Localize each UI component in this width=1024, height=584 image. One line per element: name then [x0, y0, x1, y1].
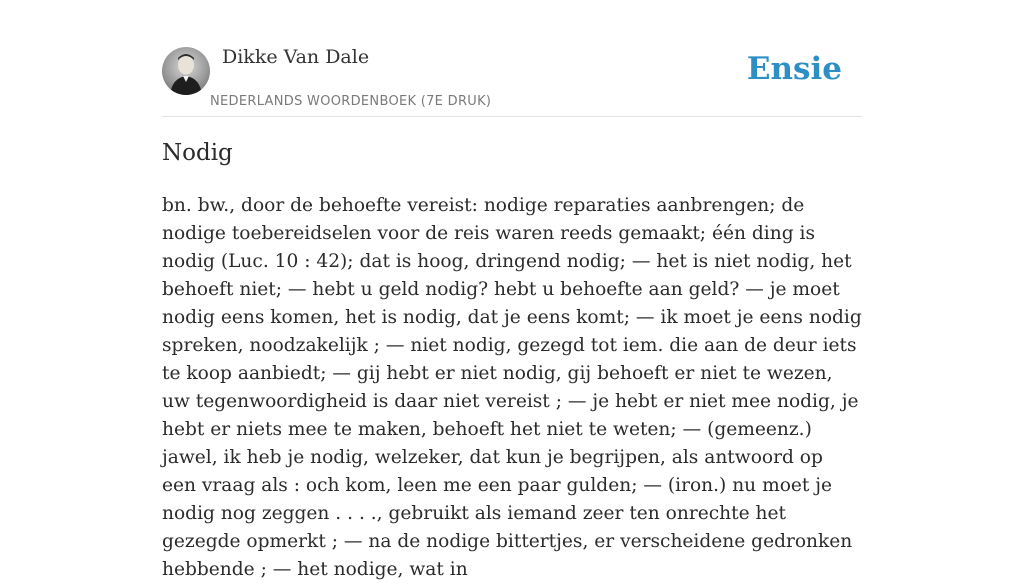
- dictionary-subtitle[interactable]: NEDERLANDS WOORDENBOEK (7E DRUK): [210, 94, 492, 109]
- entry-definition: bn. bw., door de behoefte vereist: nodige reparaties aanbrengen; de nodige toebereidselen voor de reis waren reeds gemaakt; één ding is nodig (Luc. 10 : 42); dat is hoog, dringend nodig; — het is niet nodig, het behoeft niet; — hebt u geld nodig? hebt u behoefte aan geld? — je moet nodig eens komen, het is nodig, dat je eens komt; — ik moet je eens nodig spreken, noodzakelijk ; — niet nodig, gezegd tot iem. die aan de deur iets te koop aanbiedt; — gij hebt er niet nodig, gij behoeft er niet te wezen, uw tegenwoordigheid is daar niet vereist ; — je hebt er niet mee nodig, je hebt er niets mee te maken, behoeft het niet te weten; — (gemeenz.) jawel, ik heb je nodig, welzeker, dat kun je begrijpen, als antwoord op een vraag als : och kom, leen me een paar gulden; — (iron.) nu moet je nodig nog zeggen . . . ., gebruikt als iemand zeer ten onrechte het gezegde opmerkt ; — na de nodige bittertjes, er verscheidene gedronken hebbende ; — het nodige, wat in: [162, 195, 862, 580]
- portrait-icon: [162, 47, 210, 95]
- portrait-avatar[interactable]: [162, 47, 210, 95]
- author-name[interactable]: Dikke Van Dale: [222, 46, 370, 68]
- page-header: [162, 40, 862, 117]
- entry-title: Nodig: [162, 140, 233, 166]
- ensie-logo-link[interactable]: Ensie: [746, 51, 842, 87]
